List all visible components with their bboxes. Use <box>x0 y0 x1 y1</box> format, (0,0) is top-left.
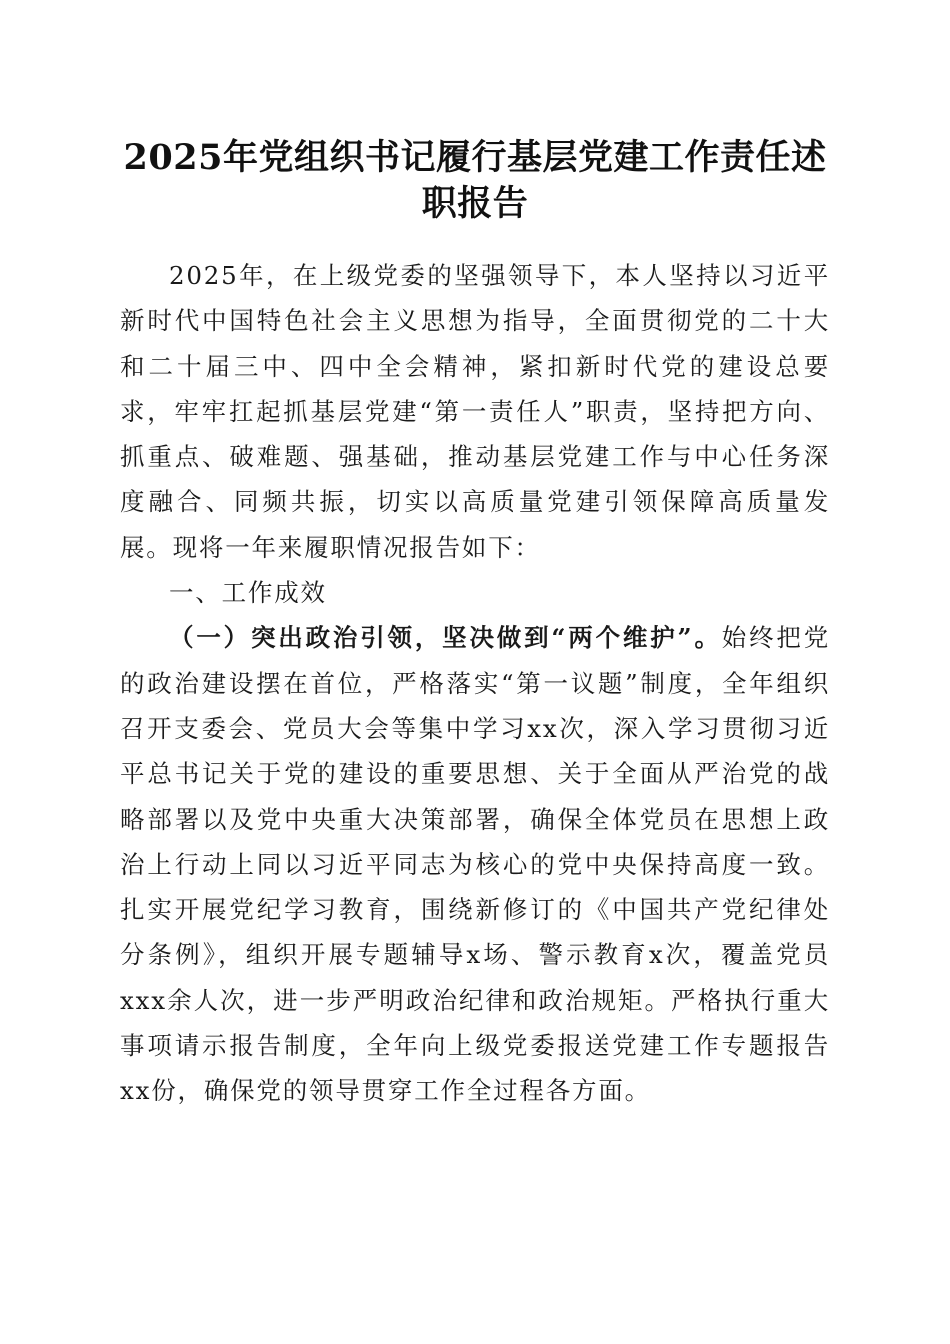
subsection-lead-sentence: （一）突出政治引领，坚决做到“两个维护”。 <box>169 623 722 653</box>
document-title: 2025年党组织书记履行基层党建工作责任述职报告 <box>123 137 827 224</box>
subsection-paragraph-political-leadership <box>120 615 830 1113</box>
document-body <box>120 253 830 1114</box>
subsection-body-text: 始终把党的政治建设摆在首位，严格落实“第一议题”制度，全年组织召开支委会、党员大会等集中学习xx次，深入学习贯彻习近平总书记关于党的建设的重要思想、关于全面从严治党的战略部署以及党中央重大决策部署，确保全体党员在思想上政治上行动上同以习近平同志为核心的党中央保持高度一致。扎实开展党纪学习教育，围绕新修订的《中国共产党纪律处分条例》，组织开展专题辅导x场、警示教育x次，覆盖党员xxx余人次，进一步严明政治纪律和政治规矩。严格执行重大事项请示报告制度，全年向上级党委报送党建工作专题报告xx份，确保党的领导贯穿工作全过程各方面。 <box>120 623 831 1106</box>
intro-paragraph: 2025年，在上级党委的坚强领导下，本人坚持以习近平新时代中国特色社会主义思想为指导，全面贯彻党的二十大和二十届三中、四中全会精神，紧扣新时代党的建设总要求，牢牢扛起抓基层党建“第一责任人”职责，坚持把方向、抓重点、破难题、强基础，推动基层党建工作与中心任务深度融合、同频共振，切实以高质量党建引领保障高质量发展。现将一年来履职情况报告如下： <box>120 261 830 562</box>
section-heading-work-results: 一、工作成效 <box>169 578 327 608</box>
